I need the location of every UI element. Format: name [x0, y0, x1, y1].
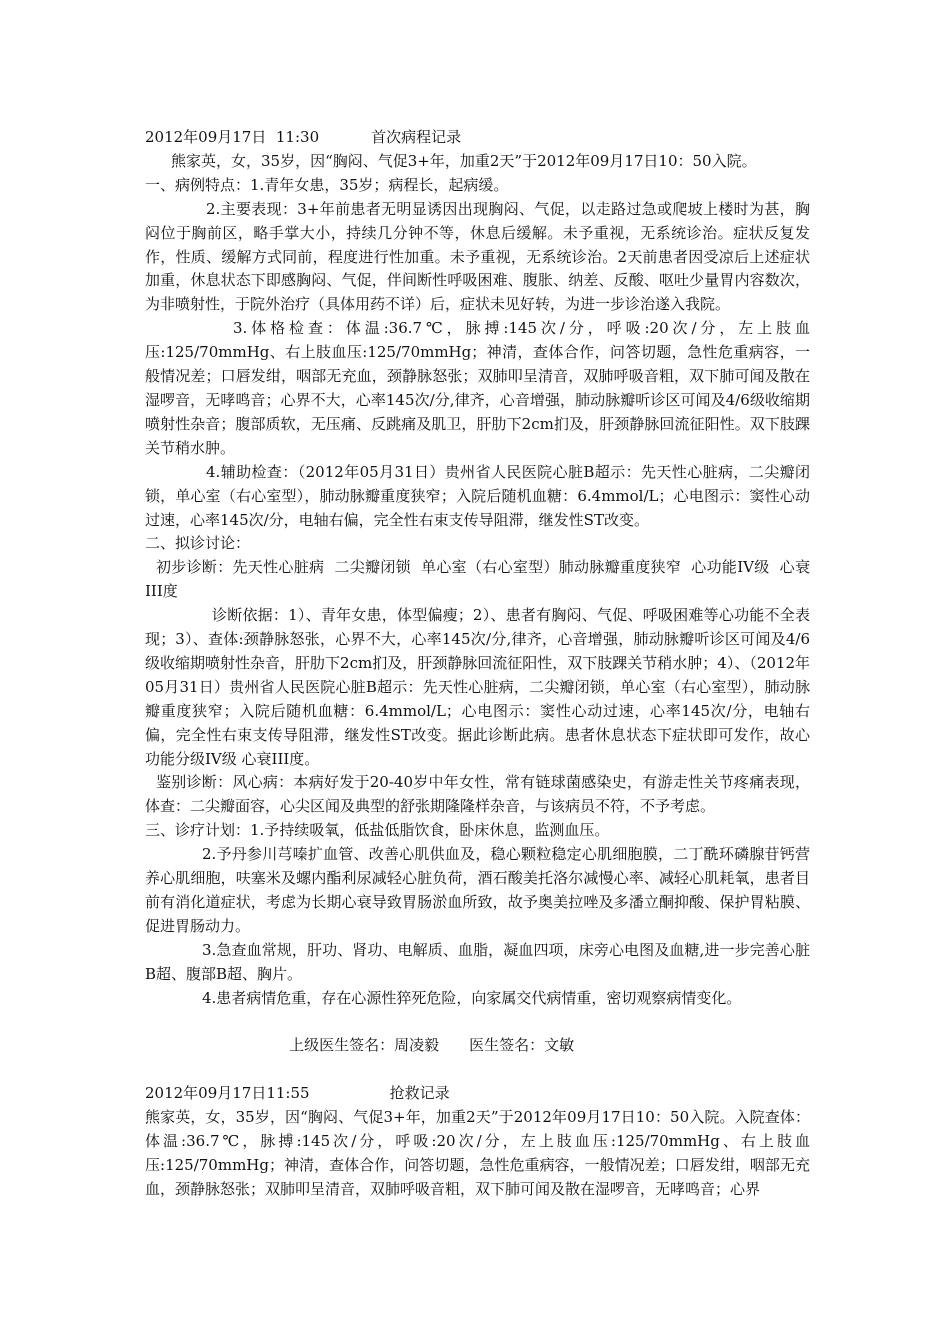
document-page — [145, 126, 810, 1202]
record2-header — [145, 1082, 810, 1106]
main-symptoms-paragraph: 2.主要表现：3+年前患者无明显诱因出现胸闷、气促，以走路过急或爬坡上楼时为甚，胸闷位于胸前区，略手掌大小，持续几分钟不等，休息后缓解。未予重视，无系统诊治。症状反复发作，性质、缓解方式同前，程度进行性加重。未予重视，无系统诊治。2天前患者因受凉后上述症状加重，休息状态下即感胸闷、气促，伴间断性呼吸困难、腹胀、纳差、反酸、呕吐少量胃内容数次，为非喷射性，于院外治疗（具体用药不详）后，症状未见好转，为进一步诊治遂入我院。 — [145, 199, 810, 314]
diagnosis-basis: 诊断依据：1）、青年女患，体型偏瘦；2）、患者有胸闷、气促、呼吸困难等心功能不全表现；3）、查体:颈静脉怒张，心界不大，心率145次/分,律齐，心音增强，肺动脉瓣听诊区可闻及4/6级收缩期喷射性杂音，肝肋下2cm扪及，肝颈静脉回流征阳性，双下肢踝关节稍水肿；4）、（2012年05月31日）贵州省人民医院心脏B超示：先天性心脏病，二尖瓣闭锁，单心室（右心室型），肺动脉瓣重度狭窄；入院后随机血糖：6.4mmol/L；心电图示：窦性心动过速，心率145次/分，电轴右偏，完全性右束支传导阻滞，继发性ST改变。据此诊断此病。患者休息状态下症状即可发作，故心功能分级IV级 心衰III度。 — [145, 606, 810, 768]
section1-heading: 一、病例特点：1.青年女患，35岁；病程长，起病缓。 — [145, 175, 509, 194]
treatment-plan-2: 2.予丹参川芎嗪扩血管、改善心肌供血及，稳心颗粒稳定心肌细胞膜，二丁酰环磷腺苷钙营养心肌细胞，呋塞米及螺内酯利尿减轻心脏负荷，酒石酸美托洛尔减慢心率、减轻心肌耗氧，患者目前有消化道症状，考虑为长期心衰导致胃肠淤血所致，故予奥美拉唑及多潘立酮抑酸、保护胃粘膜、促进胃肠动力。 — [145, 845, 810, 935]
preliminary-diagnosis: 初步诊断：先天性心脏病 二尖瓣闭锁 单心室（右心室型）肺动脉瓣重度狭窄 心功能IV级 心衰III度 — [145, 558, 810, 601]
superior-doctor-signature: 上级医生签名：周凌毅 — [289, 1036, 440, 1055]
signature-line — [145, 1011, 810, 1083]
record1-intro: 熊家英，女，35岁，因“胸闷、气促3+年，加重2天”于2012年09月17日10：50入院。 — [171, 151, 757, 170]
record1-datetime: 2012年09月17日 11:30 — [145, 128, 320, 146]
treatment-plan-4: 4.患者病情危重，存在心源性猝死危险，向家属交代病情重，密切观察病情变化。 — [202, 988, 742, 1007]
auxiliary-exam-paragraph: 4.辅助检查：（2012年05月31日）贵州省人民医院心脏B超示：先天性心脏病，二尖瓣闭锁，单心室（右心室型），肺动脉瓣重度狭窄；入院后随机血糖：6.4mmol/L；心电图示：窦性心动过速，心率145次/分，电轴右偏，完全性右束支传导阻滞，继发性ST改变。 — [145, 462, 810, 529]
record1-title: 首次病程记录 — [371, 128, 462, 146]
record1-header — [145, 126, 810, 150]
doctor-signature: 医生签名：文敏 — [469, 1036, 575, 1055]
treatment-plan-3: 3.急查血常规，肝功、肾功、电解质、血脂，凝血四项，床旁心电图及血糖,进一步完善心脏B超、腹部B超、胸片。 — [145, 940, 810, 983]
record2-body: 熊家英，女，35岁，因“胸闷、气促3+年，加重2天”于2012年09月17日10：50入院。入院查体：体温:36.7℃，脉搏:145次/分，呼吸:20次/分，左上肢血压:125/70mmHg、右上肢血压:125/70mmHg；神清，查体合作，问答切题，急性危重病容，一般情况差；口唇发绀，咽部无充血，颈静脉怒张；双肺叩呈清音，双肺呼吸音粗，双下肺可闻及散在湿啰音，无哮鸣音；心界 — [145, 1108, 810, 1198]
section3-heading: 三、诊疗计划：1.予持续吸氧，低盐低脂饮食，卧床休息，监测血压。 — [145, 821, 610, 840]
physical-exam-paragraph: 3.体格检查：体温:36.7℃，脉搏:145次/分，呼吸:20次/分，左上肢血压:125/70mmHg、右上肢血压:125/70mmHg；神清，查体合作，问答切题，急性危重病容，一般情况差；口唇发绀，咽部无充血，颈静脉怒张；双肺叩呈清音，双肺呼吸音粗，双下肺可闻及散在湿啰音，无哮鸣音；心界不大，心率145次/分,律齐，心音增强，肺动脉瓣听诊区可闻及4/6级收缩期喷射性杂音；腹部质软，无压痛、反跳痛及肌卫，肝肋下2cm扪及，肝颈静脉回流征阳性。双下肢踝关节稍水肿。 — [145, 319, 810, 457]
section2-heading: 二、拟诊讨论： — [145, 534, 251, 553]
record2-title: 抢救记录 — [389, 1084, 450, 1103]
differential-diagnosis: 鉴别诊断：风心病：本病好发于20-40岁中年女性，常有链球菌感染史，有游走性关节疼痛表现，体查：二尖瓣面容，心尖区闻及典型的舒张期隆隆样杂音，与该病员不符，不予考虑。 — [145, 773, 810, 816]
record2-datetime: 2012年09月17日11:55 — [145, 1084, 310, 1103]
